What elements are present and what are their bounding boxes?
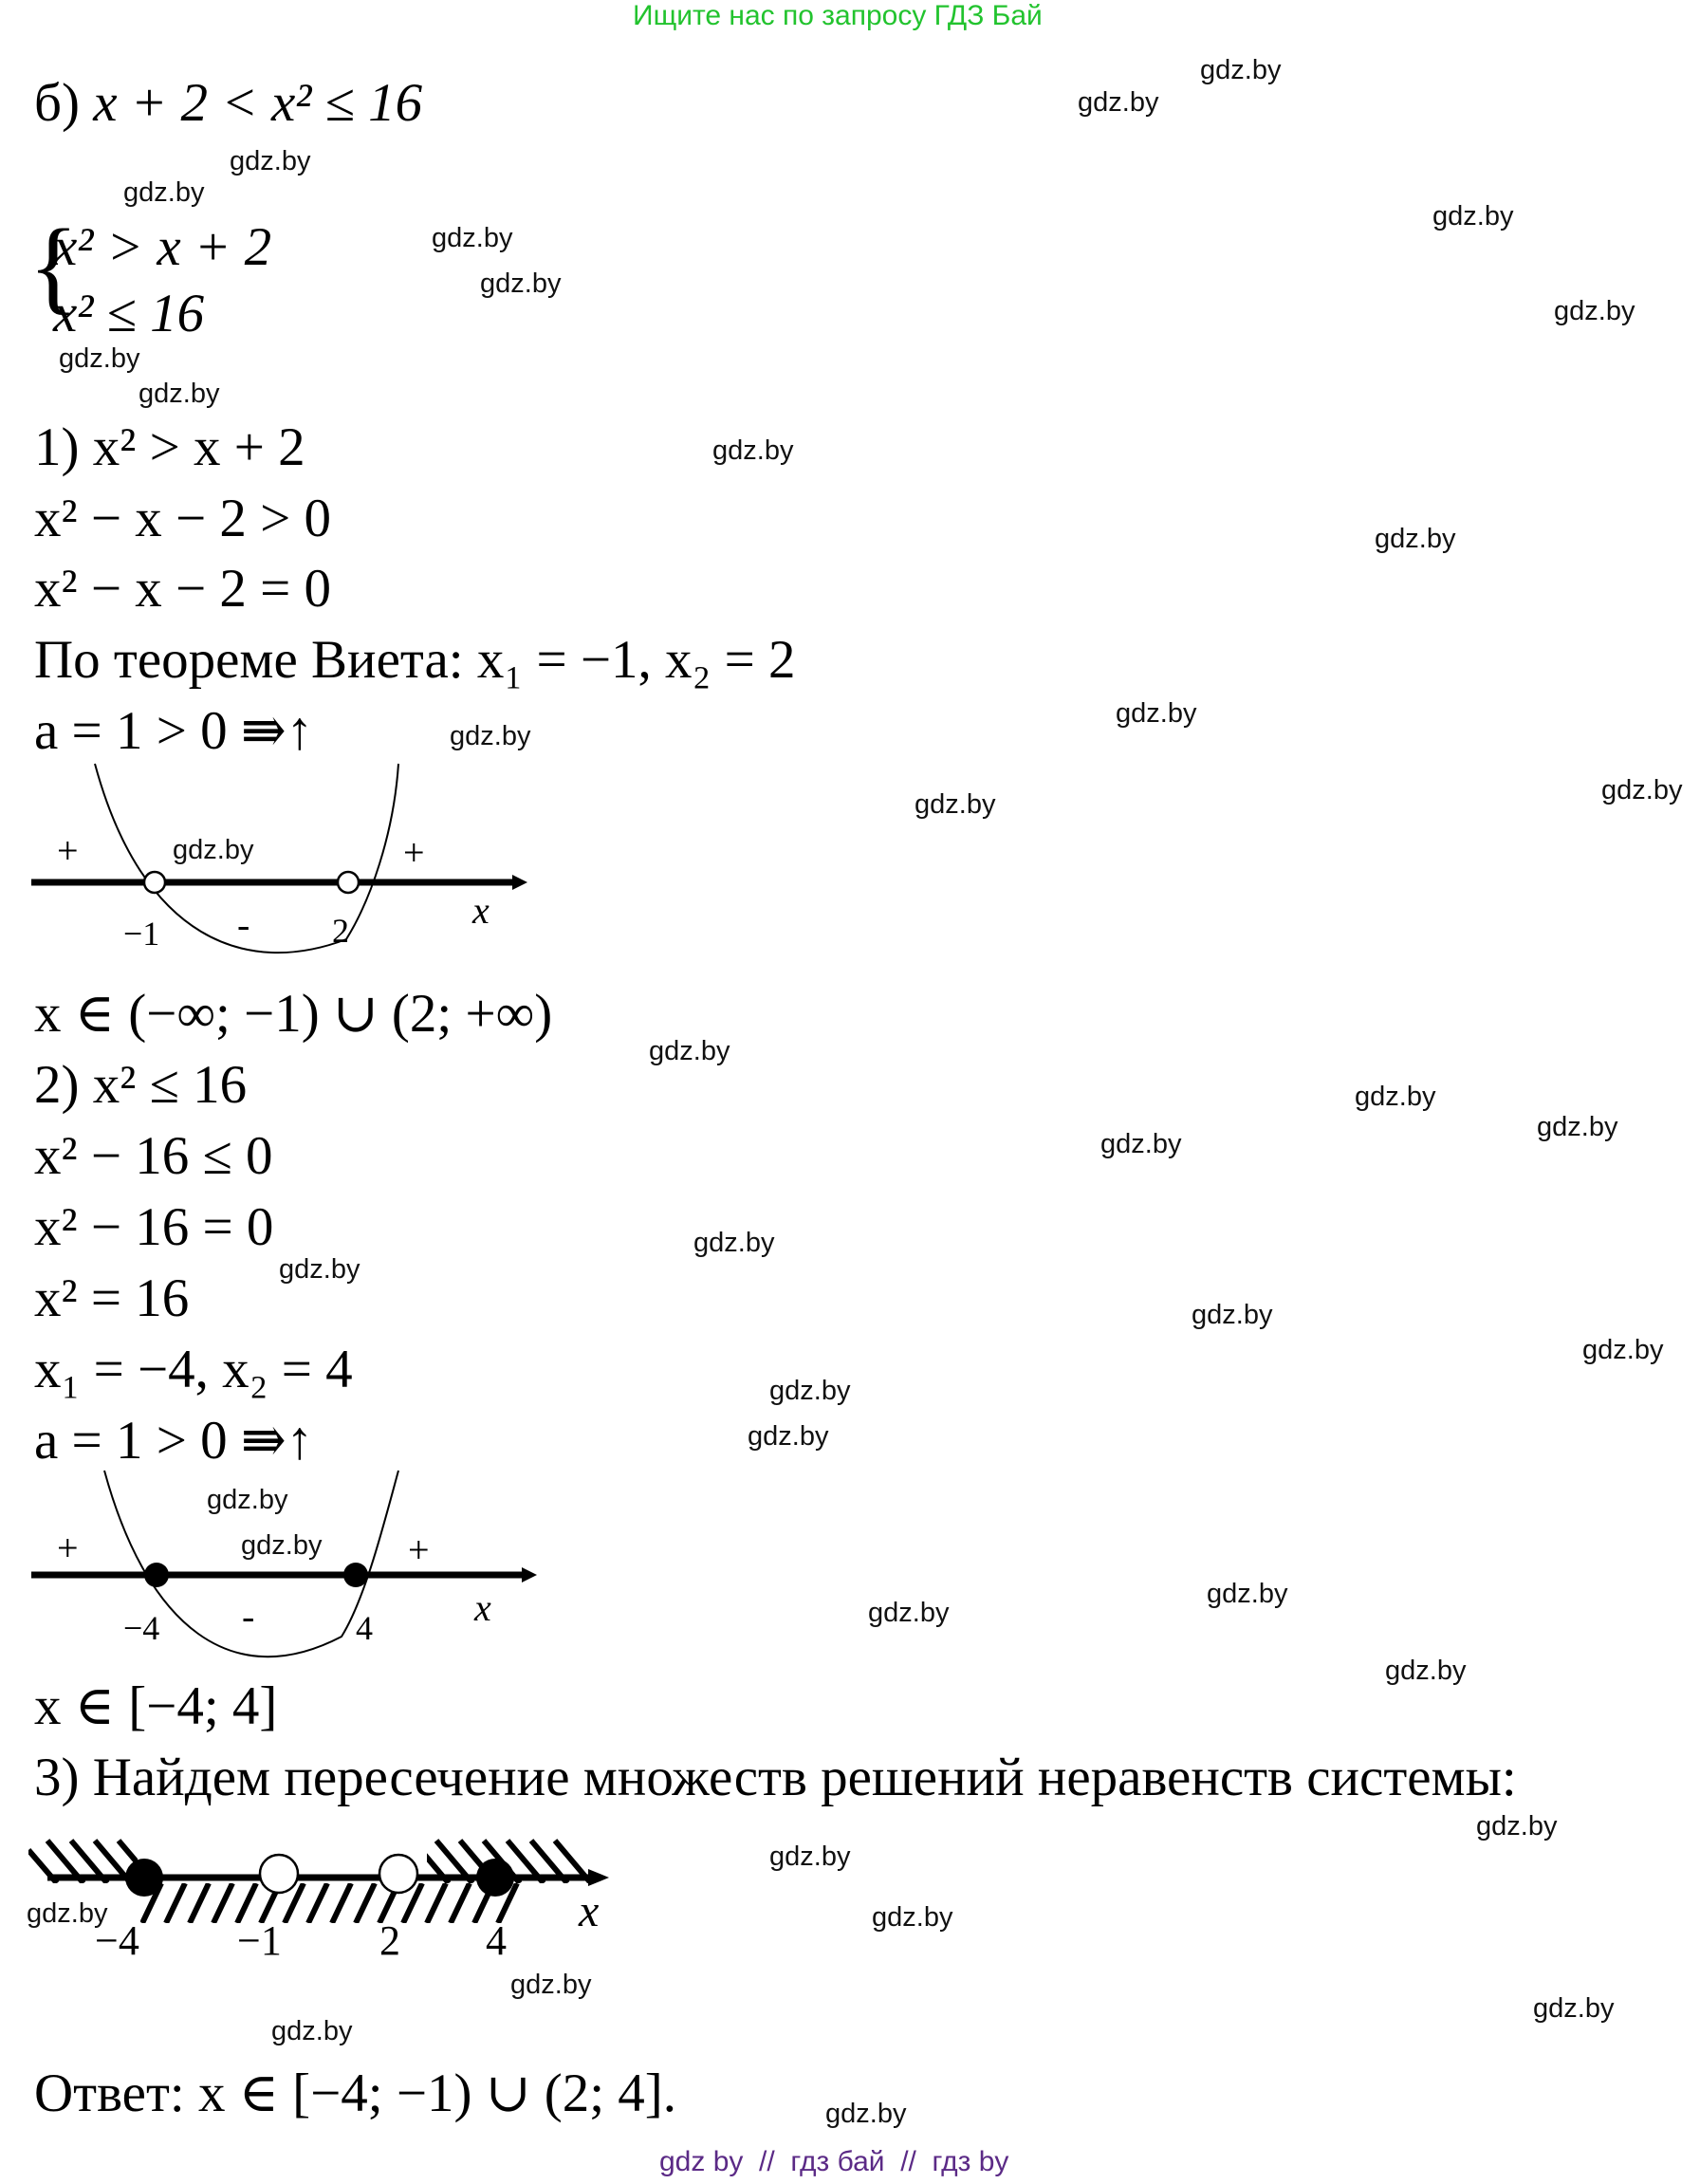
watermark: gdz.by	[769, 1376, 851, 1406]
watermark: gdz.by	[748, 1421, 829, 1452]
watermark: gdz.by	[769, 1842, 851, 1872]
step2-line-4: x₁ = −4, x₂ = 4	[34, 1340, 353, 1399]
svg-text:+: +	[403, 831, 425, 874]
svg-text:2: 2	[379, 1917, 400, 1959]
watermark: gdz.by	[1355, 1082, 1436, 1112]
watermark: gdz.by	[872, 1902, 953, 1933]
watermark: gdz.by	[868, 1598, 950, 1628]
svg-text:−1: −1	[123, 915, 160, 953]
svg-text:-: -	[242, 1595, 255, 1638]
svg-text:+: +	[57, 829, 79, 872]
system-brace: {	[28, 208, 79, 324]
step2-line-3: x² = 16	[34, 1268, 190, 1328]
watermark: gdz.by	[915, 789, 996, 820]
step1-line-2: x² − x − 2 = 0	[34, 559, 332, 619]
step1-line-3: По теореме Виета: x₁ = −1, x₂ = 2	[34, 630, 796, 690]
svg-text:−1: −1	[237, 1917, 282, 1959]
search-banner[interactable]: Ищите нас по запросу ГДЗ Бай	[633, 0, 1043, 31]
watermark: gdz.by	[1432, 201, 1514, 231]
watermark: gdz.by	[123, 177, 205, 208]
watermark: gdz.by	[693, 1228, 775, 1258]
intersection-number-line	[28, 1836, 617, 1959]
watermark: gdz.by	[1200, 55, 1282, 85]
watermark: gdz.by	[1207, 1579, 1288, 1609]
watermark: gdz.by	[59, 343, 140, 374]
step3-title: 3) Найдем пересечение множеств решений неравенств системы:	[34, 1748, 1517, 1807]
watermark: gdz.by	[279, 1254, 360, 1285]
step1-line-1: x² − x − 2 > 0	[34, 489, 332, 548]
svg-text:+: +	[408, 1528, 430, 1571]
system-line-1: x² > x + 2	[53, 217, 272, 277]
step1-title: 1) x² > x + 2	[34, 417, 305, 477]
watermark: gdz.by	[27, 1898, 108, 1929]
watermark: gdz.by	[207, 1485, 288, 1515]
step1-line-4: a = 1 > 0 ⇛↑	[34, 701, 314, 761]
step1-parabola-graph	[28, 759, 531, 968]
footer-links[interactable]: gdz by // гдз бай // гдз by	[659, 2146, 1009, 2177]
watermark: gdz.by	[1375, 524, 1456, 554]
svg-text:4: 4	[486, 1917, 507, 1959]
watermark: gdz.by	[432, 223, 513, 253]
answer: Ответ: x ∈ [−4; −1) ∪ (2; 4].	[34, 2064, 677, 2123]
watermark: gdz.by	[1554, 296, 1635, 326]
problem-statement	[34, 73, 423, 133]
watermark: gdz.by	[649, 1036, 730, 1066]
watermark: gdz.by	[1192, 1300, 1273, 1330]
problem-label: б)	[34, 73, 80, 133]
svg-text:x: x	[579, 1886, 600, 1936]
watermark: gdz.by	[1078, 87, 1159, 118]
step2-title: 2) x² ≤ 16	[34, 1055, 248, 1115]
watermark: gdz.by	[1533, 1993, 1615, 2024]
step2-line-2: x² − 16 = 0	[34, 1197, 274, 1257]
watermark: gdz.by	[480, 268, 562, 299]
watermark: gdz.by	[1385, 1656, 1467, 1686]
watermark: gdz.by	[230, 146, 311, 176]
svg-text:−4: −4	[123, 1609, 160, 1647]
svg-text:+: +	[57, 1527, 79, 1569]
watermark: gdz.by	[271, 2016, 353, 2046]
svg-text:-: -	[237, 903, 250, 946]
svg-text:x: x	[474, 1586, 491, 1629]
problem-inequality: x + 2 < x² ≤ 16	[93, 73, 423, 133]
watermark: gdz.by	[712, 435, 794, 466]
step1-solution: x ∈ (−∞; −1) ∪ (2; +∞)	[34, 984, 553, 1044]
step2-solution: x ∈ [−4; 4]	[34, 1676, 278, 1736]
watermark: gdz.by	[173, 835, 254, 865]
watermark: gdz.by	[1476, 1811, 1558, 1842]
watermark: gdz.by	[1116, 698, 1197, 729]
watermark: gdz.by	[1601, 775, 1683, 805]
watermark: gdz.by	[139, 379, 220, 409]
watermark: gdz.by	[1582, 1335, 1664, 1365]
svg-text:4: 4	[356, 1609, 373, 1647]
step2-line-5: a = 1 > 0 ⇛↑	[34, 1411, 314, 1471]
svg-text:x: x	[472, 889, 490, 932]
svg-text:2: 2	[332, 912, 349, 950]
watermark: gdz.by	[241, 1530, 323, 1561]
system-line-2: x² ≤ 16	[53, 284, 205, 343]
watermark: gdz.by	[1537, 1112, 1618, 1142]
watermark: gdz.by	[450, 721, 531, 751]
svg-text:−4: −4	[95, 1917, 139, 1959]
watermark: gdz.by	[510, 1970, 592, 2000]
step2-line-1: x² − 16 ≤ 0	[34, 1126, 273, 1186]
watermark: gdz.by	[1100, 1129, 1182, 1159]
watermark: gdz.by	[825, 2099, 907, 2129]
